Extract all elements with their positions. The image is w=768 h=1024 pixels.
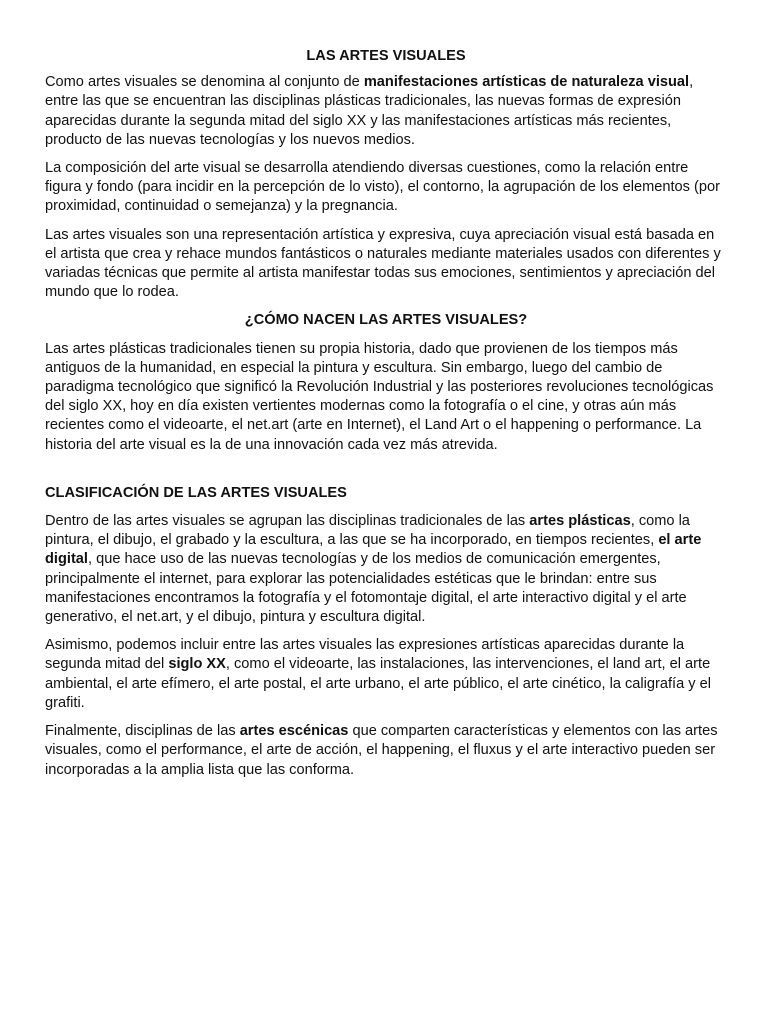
intro-p1-bold: manifestaciones artísticas de naturaleza visual bbox=[363, 74, 690, 91]
section3-p3-run: que comparten características y elementos con las artes visuales, como el performance, el arte de acción, el happening, el fluxus y el arte interactivo pueden ser incorporadas a la amplia lista que las conforma. bbox=[45, 723, 718, 778]
intro-paragraph-1 bbox=[45, 73, 727, 150]
section3-paragraph-1 bbox=[45, 512, 727, 627]
section3-p1-bold: artes plásticas bbox=[529, 513, 631, 530]
intro-paragraph-3: Las artes visuales son una representación artística y expresiva, cuya apreciación visual está basada en el artista que crea y rehace mundos fantásticos o naturales mediante materiales usados con diferentes y variadas técnicas que permite al artista manifestar todas sus emociones, sentimientos y apreciación del mundo que lo rodea. bbox=[45, 226, 721, 301]
section3-paragraph-3 bbox=[45, 722, 727, 780]
section-heading-clasificacion: CLASIFICACIÓN DE LAS ARTES VISUALES bbox=[45, 484, 347, 501]
section-heading-origen: ¿CÓMO NACEN LAS ARTES VISUALES? bbox=[244, 312, 528, 329]
section3-p3-run: Finalmente, disciplinas de las bbox=[45, 723, 240, 740]
intro-p1-run: , entre las que se encuentran las disciplinas plásticas tradicionales, las nuevas formas de expresión aparecidas durante la segunda mitad del siglo XX y las manifestaciones artísticas más recientes, producto de las nuevas tecnologías y los nuevos medios. bbox=[45, 74, 694, 148]
section3-p2-bold: siglo XX bbox=[168, 656, 226, 673]
document-page bbox=[45, 47, 727, 789]
document-title: LAS ARTES VISUALES bbox=[306, 48, 466, 64]
intro-p1-run: Como artes visuales se denomina al conjunto de bbox=[45, 74, 364, 91]
section3-p1-run: , como la pintura, el dibujo, el grabado y la escultura, a las que se ha incorporado, en tiempos recientes, bbox=[45, 513, 690, 549]
intro-paragraph-2: La composición del arte visual se desarrolla atendiendo diversas cuestiones, como la relación entre figura y fondo (para incidir en la percepción de lo visto), el contorno, la agrupación de los elementos (por proximidad, continuidad o semejanza) y la pregnancia. bbox=[45, 160, 720, 215]
section3-p1-run: Dentro de las artes visuales se agrupan las disciplinas tradicionales de las bbox=[45, 513, 530, 530]
section3-p2-run: Asimismo, podemos incluir entre las artes visuales las expresiones artísticas aparecidas durante la segunda mitad del bbox=[45, 637, 685, 673]
section3-paragraph-2 bbox=[45, 636, 727, 713]
section3-p2-run: , como el videoarte, las instalaciones, las intervenciones, el land art, el arte ambiental, el arte efímero, el arte postal, el arte urbano, el arte público, el arte cinético, la caligrafía y el grafiti. bbox=[45, 656, 711, 711]
section3-p1-run: , que hace uso de las nuevas tecnologías y de los medios de comunicación emergentes, principalmente el internet, para explorar las potencialidades estéticas que le brindan: entre sus manifestaciones encontramos la fotografía y el fotomontaje digital, el arte interactivo digital y el arte generativo, el net.art, y el dibujo, pintura y escultura digital. bbox=[45, 551, 687, 626]
section3-p1-bold: el arte digital bbox=[45, 532, 702, 568]
section3-p3-bold: artes escénicas bbox=[239, 723, 349, 740]
section2-paragraph-1: Las artes plásticas tradicionales tienen su propia historia, dado que provienen de los tiempos más antiguos de la humanidad, en especial la pintura y escultura. Sin embargo, luego del cambio de paradigma tecnológico que significó la Revolución Industrial y las posteriores revoluciones tecnológicas del siglo XX, hoy en día existen vertientes modernas como la fotografía o el cine, y otras aún más recientes como el videoarte, el net.art (arte en Internet), el Land Art o el happening o performance. La historia del arte visual es la de una innovación cada vez más atrevida. bbox=[45, 340, 714, 453]
